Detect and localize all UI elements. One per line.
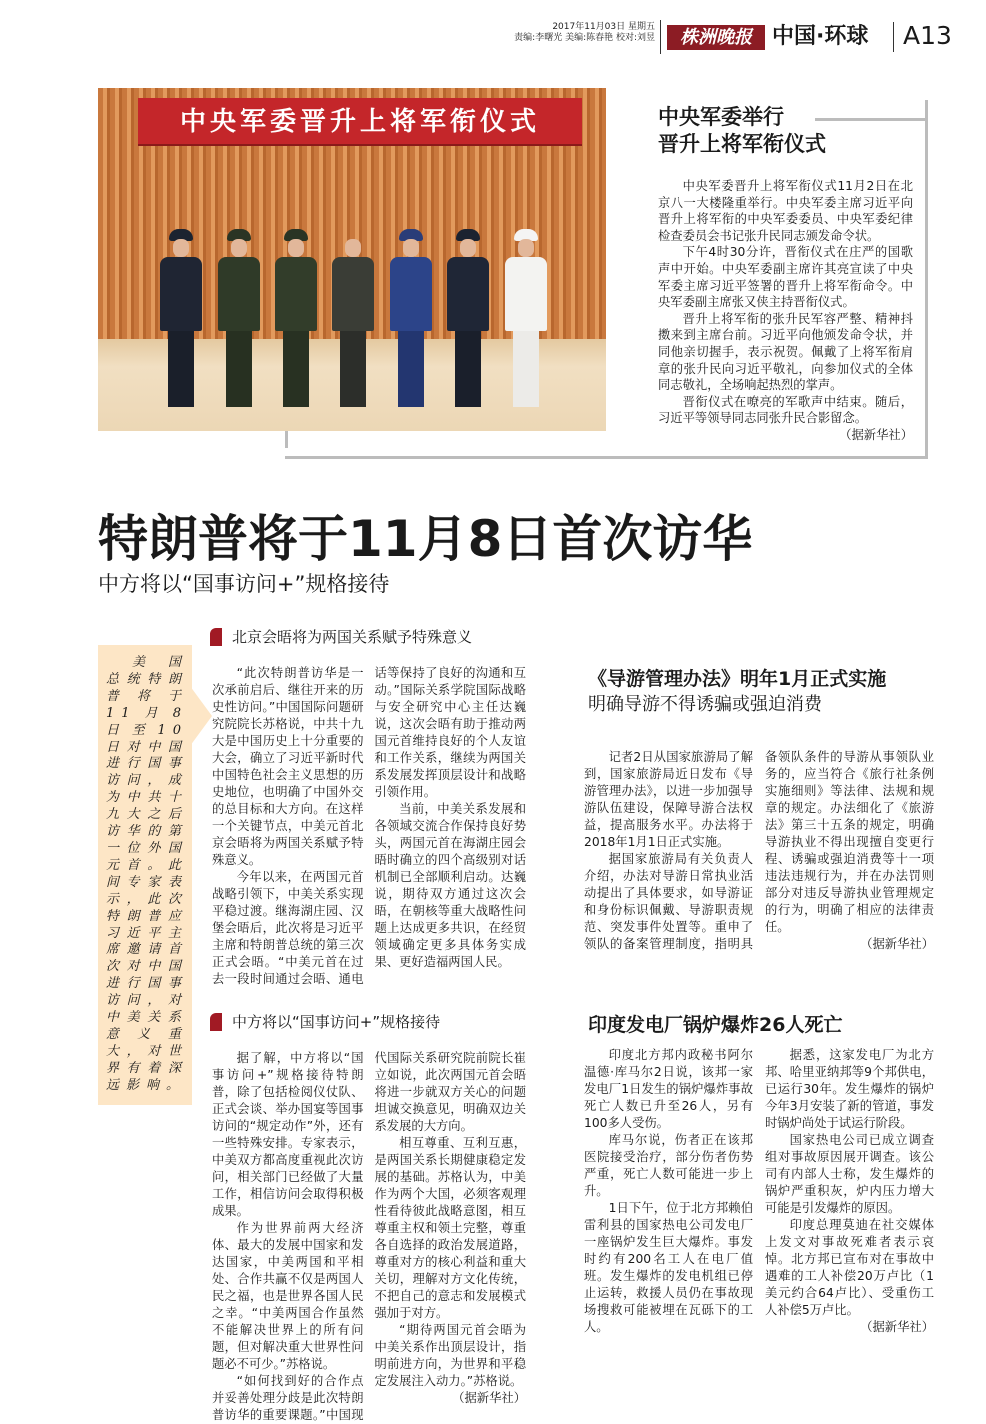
frame-top-line xyxy=(815,118,928,121)
trump-article xyxy=(98,627,526,1424)
paragraph: 据了解，中方将以“国事访问+”规格接待特朗普，除了包括检阅仪仗队、正式会谈、举办国宴等国事访问的“规定动作”外，还有一些特殊安排。专家表示，中美双方都高度重视此次访问，相关部门已经做了大量工作，相信访问会取得积极成果。 xyxy=(212,1051,364,1218)
section-marker-icon xyxy=(210,1013,222,1031)
trump-section2-body xyxy=(212,1050,526,1424)
summary-text xyxy=(106,655,188,1095)
person-figure xyxy=(158,229,204,409)
paragraph: 国家热电公司已成立调查组对事故原因展开调查。该公司有内部人士称，发生爆炸的锅炉严重积灰，炉内压力增大可能是引发爆炸的原因。 xyxy=(765,1133,934,1215)
person-figure xyxy=(273,229,319,409)
tourism-subtitle: 明确导游不得诱骗或强迫消费 xyxy=(588,694,822,715)
paragraph: 美国总统特朗普将于11月8日至10日对中国进行国事访问，成为中共十九大之后访华的第一位外国元首。此间专家表示，此次特朗普应习近平主席邀请首次对中国进行国事访问，对中美关系意义重大，对世界有着深远影响。 xyxy=(106,655,188,1093)
title-line: 晋升上将军衔仪式 xyxy=(658,132,826,156)
main-headline: 特朗普将于11月8日首次访华 xyxy=(98,510,753,568)
paragraph: 中央军委晋升上将军衔仪式11月2日在北京八一大楼隆重举行。中央军委主席习近平向晋升上将军衔的中央军委委员、中央军委纪律检查委员会书记张升民同志颁发命令状。 xyxy=(658,179,913,243)
source-credit: （据新华社） xyxy=(452,1391,526,1405)
person-figure xyxy=(445,229,491,409)
header-divider xyxy=(660,20,661,54)
person-figure xyxy=(216,229,262,409)
newspaper-logo: 株洲晚报 xyxy=(667,25,765,50)
india-body xyxy=(584,1047,934,1336)
paragraph: 1日下午，位于北方邦赖伯雷利县的国家热电公司发电厂一座锅炉发生巨大爆炸。事发时约有200名工人在电厂值班。发生爆炸的发电机组已停止运转，救援人员仍在事故现场搜救可能被埋在瓦砾下的工人。 xyxy=(584,1201,753,1334)
paragraph: 作为世界前两大经济体、最大的发展中国家和发达国家，中美两国和平相处、合作共赢不仅是两国人民之福，也是世界各国人民之幸。“中美两国合作虽然不能解决世界上的所有问题，但对解决重大世界性问题必不可少。”苏格说。 xyxy=(212,1221,364,1371)
paragraph: 印度总理莫迪在社交媒体上发文对事故死难者表示哀悼。北方邦已宣布对在事故中遇难的工人补偿20万卢比（1美元约合64卢比）、受重伤工人补偿5万卢比。 xyxy=(765,1218,934,1317)
tourism-body xyxy=(584,749,934,953)
sidebar-pointer xyxy=(190,686,212,746)
section-name: 中国·环球 xyxy=(772,24,869,49)
section-heading-text: 北京会晤将为两国关系赋予特殊意义 xyxy=(232,628,473,646)
paragraph: 相互尊重、互利互惠，是两国关系长期健康稳定发展的基础。苏格认为，中美作为两个大国，必须客观理性看待彼此战略意图，相互尊重主权和领土完整，尊重各自选择的政治发展道路，尊重对方的核心利益和重大关切，理解对方文化传统，不把自己的意志和发展模式强加于对方。 xyxy=(374,1136,526,1320)
source-credit: （据新华社） xyxy=(860,1320,934,1334)
page-number: A13 xyxy=(903,21,952,50)
paragraph: 据国家旅游局有关负责人介绍，办法对导游日常执业活动提出了具体要求，如导游证和身份标识佩戴、导游职责规范、突发事件处置等。重申了领队的备案管理制度，指明具备领队条件的导游从事领队业务的，应当符合《旅行社条例实施细则》等法律、法规和规章的规定。办法细化了《旅游法》第三十五条的规定，明确导游执业不得出现擅自变更行程、诱骗或强迫消费等十一项违法违规行为，并在办法罚则部分对违反导游执业管理规定的行为，明确了相应的法律责任。 xyxy=(584,750,934,951)
ceremony-photo xyxy=(98,88,606,431)
paragraph: “此次特朗普访华是一次承前启后、继往开来的历史性访问。”中国国际问题研究院院长苏格说，中共十九大是中国历史上十分重要的大会，确立了习近平新时代中国特色社会主义思想的历史地位，也明确了中国外交的总目标和大方向。在这样一个关键节点，中美元首北京会晤将为两国关系赋予特殊意义。 xyxy=(212,666,364,867)
trump-section1-body xyxy=(212,665,526,988)
photo-banner: 中央军委晋升上将军衔仪式 xyxy=(138,98,582,146)
source-credit: （据新华社） xyxy=(860,937,934,951)
paragraph: 下午4时30分许，晋衔仪式在庄严的国歌声中开始。中央军委副主席许其亮宣读了中央军委主席习近平签署的晋升上将军衔命令。中央军委副主席张又侠主持晋衔仪式。 xyxy=(658,245,913,310)
page-meta xyxy=(480,22,655,44)
section-heading xyxy=(210,1012,526,1032)
paragraph: 今年以来，在两国元首战略引领下，中美关系实现平稳过渡。继海湖庄园、汉堡会晤后，此次将是习近平主席和特朗普总统的第三次正式会晤。“中美元首在过去一段时间通过会晤、通电话等保持了良好的沟通和互动。”国际关系学院国际战略与安全研究中心主任达巍说，这次会晤有助于推动两国元首维持良好的个人友谊和工作关系，继续为两国关系发展发挥顶层设计和战略引领作用。 xyxy=(212,666,526,986)
paragraph: 晋升上将军衔的张升民军容严整、精神抖擞来到主席台前。习近平向他颁发命令状，并同他亲切握手，表示祝贺。佩戴了上将军衔肩章的张升民向习近平敬礼，向参加仪式的全体同志敬礼，全场响起热烈的掌声。 xyxy=(658,311,913,393)
section-marker-icon xyxy=(210,628,222,646)
frame-left-line xyxy=(285,431,288,448)
military-article-body xyxy=(658,178,913,444)
header-divider xyxy=(893,22,894,52)
source-credit: （据新华社） xyxy=(839,427,913,442)
issue-date: 2017年11月03日 星期五 xyxy=(552,22,655,32)
india-title: 印度发电厂锅炉爆炸26人死亡 xyxy=(588,1014,843,1036)
tourism-title: 《导游管理办法》明年1月正式实施 xyxy=(588,668,887,690)
person-figure xyxy=(388,229,434,409)
paragraph: 当前，中美关系发展和各领域交流合作保持良好势头，两国元首在海湖庄园会晤时确立的四个高级别对话机制已全部顺利启动。达巍说，期待双方通过这次会晤，在朝核等重大战略性问题上达成更多共识，在经贸领域确定更多具体务实成果、更好造福两国人民。 xyxy=(374,802,526,969)
editor-credits: 责编:李曙光 美编:陈春艳 校对:刘昱 xyxy=(514,33,655,43)
paragraph: 晋衔仪式在嘹亮的军歌声中结束。随后，习近平等领导同志同张升民合影留念。 xyxy=(658,394,913,426)
paragraph-text: “期待两国元首会晤为中美关系作出顶层设计，指明前进方向，为世界和平稳定发展注入动力。”苏格说。 xyxy=(374,1323,526,1388)
summary-sidebar xyxy=(98,645,192,1105)
paragraph: “如何找到好的合作点并妥善处理分歧是此次特朗普访华的重要课题。”中国现代国际关系研究院前院长崔立如说，此次两国元首会晤将进一步就双方关心的问题坦诚交换意见，明确双边关系发展的大方向。 xyxy=(212,1051,526,1422)
person-figure xyxy=(330,229,376,409)
trump-article-main xyxy=(212,627,526,1424)
paragraph xyxy=(374,1322,527,1405)
title-line: 中央军委举行 xyxy=(658,105,784,129)
section-heading-text: 中方将以“国事访问+”规格接待 xyxy=(232,1013,441,1031)
paragraph: 印度北方邦内政秘书阿尔温德·库马尔2日说，该邦一家发电厂1日发生的锅炉爆炸事故死亡人数已升至26人，另有100多人受伤。 xyxy=(584,1048,753,1130)
main-subheadline: 中方将以“国事访问+”规格接待 xyxy=(98,572,390,596)
person-figure xyxy=(503,229,549,409)
paragraph: 库马尔说，伤者正在该邦医院接受治疗，部分伤者伤势严重，死亡人数可能进一步上升。 xyxy=(584,1133,753,1198)
paragraph: 据悉，这家发电厂为北方邦、哈里亚纳邦等9个邦供电，已运行30年。发生爆炸的锅炉今年3月安装了新的管道，事发时锅炉尚处于试运行阶段。 xyxy=(765,1048,934,1130)
paragraph: 记者2日从国家旅游局了解到，国家旅游局近日发布《导游管理办法》，以进一步加强导游队伍建设，保障导游合法权益，提高服务水平。办法将于2018年1月1日正式实施。 xyxy=(584,750,753,849)
section-heading xyxy=(210,627,526,647)
right-column xyxy=(584,667,934,1336)
military-article-title xyxy=(658,104,913,158)
